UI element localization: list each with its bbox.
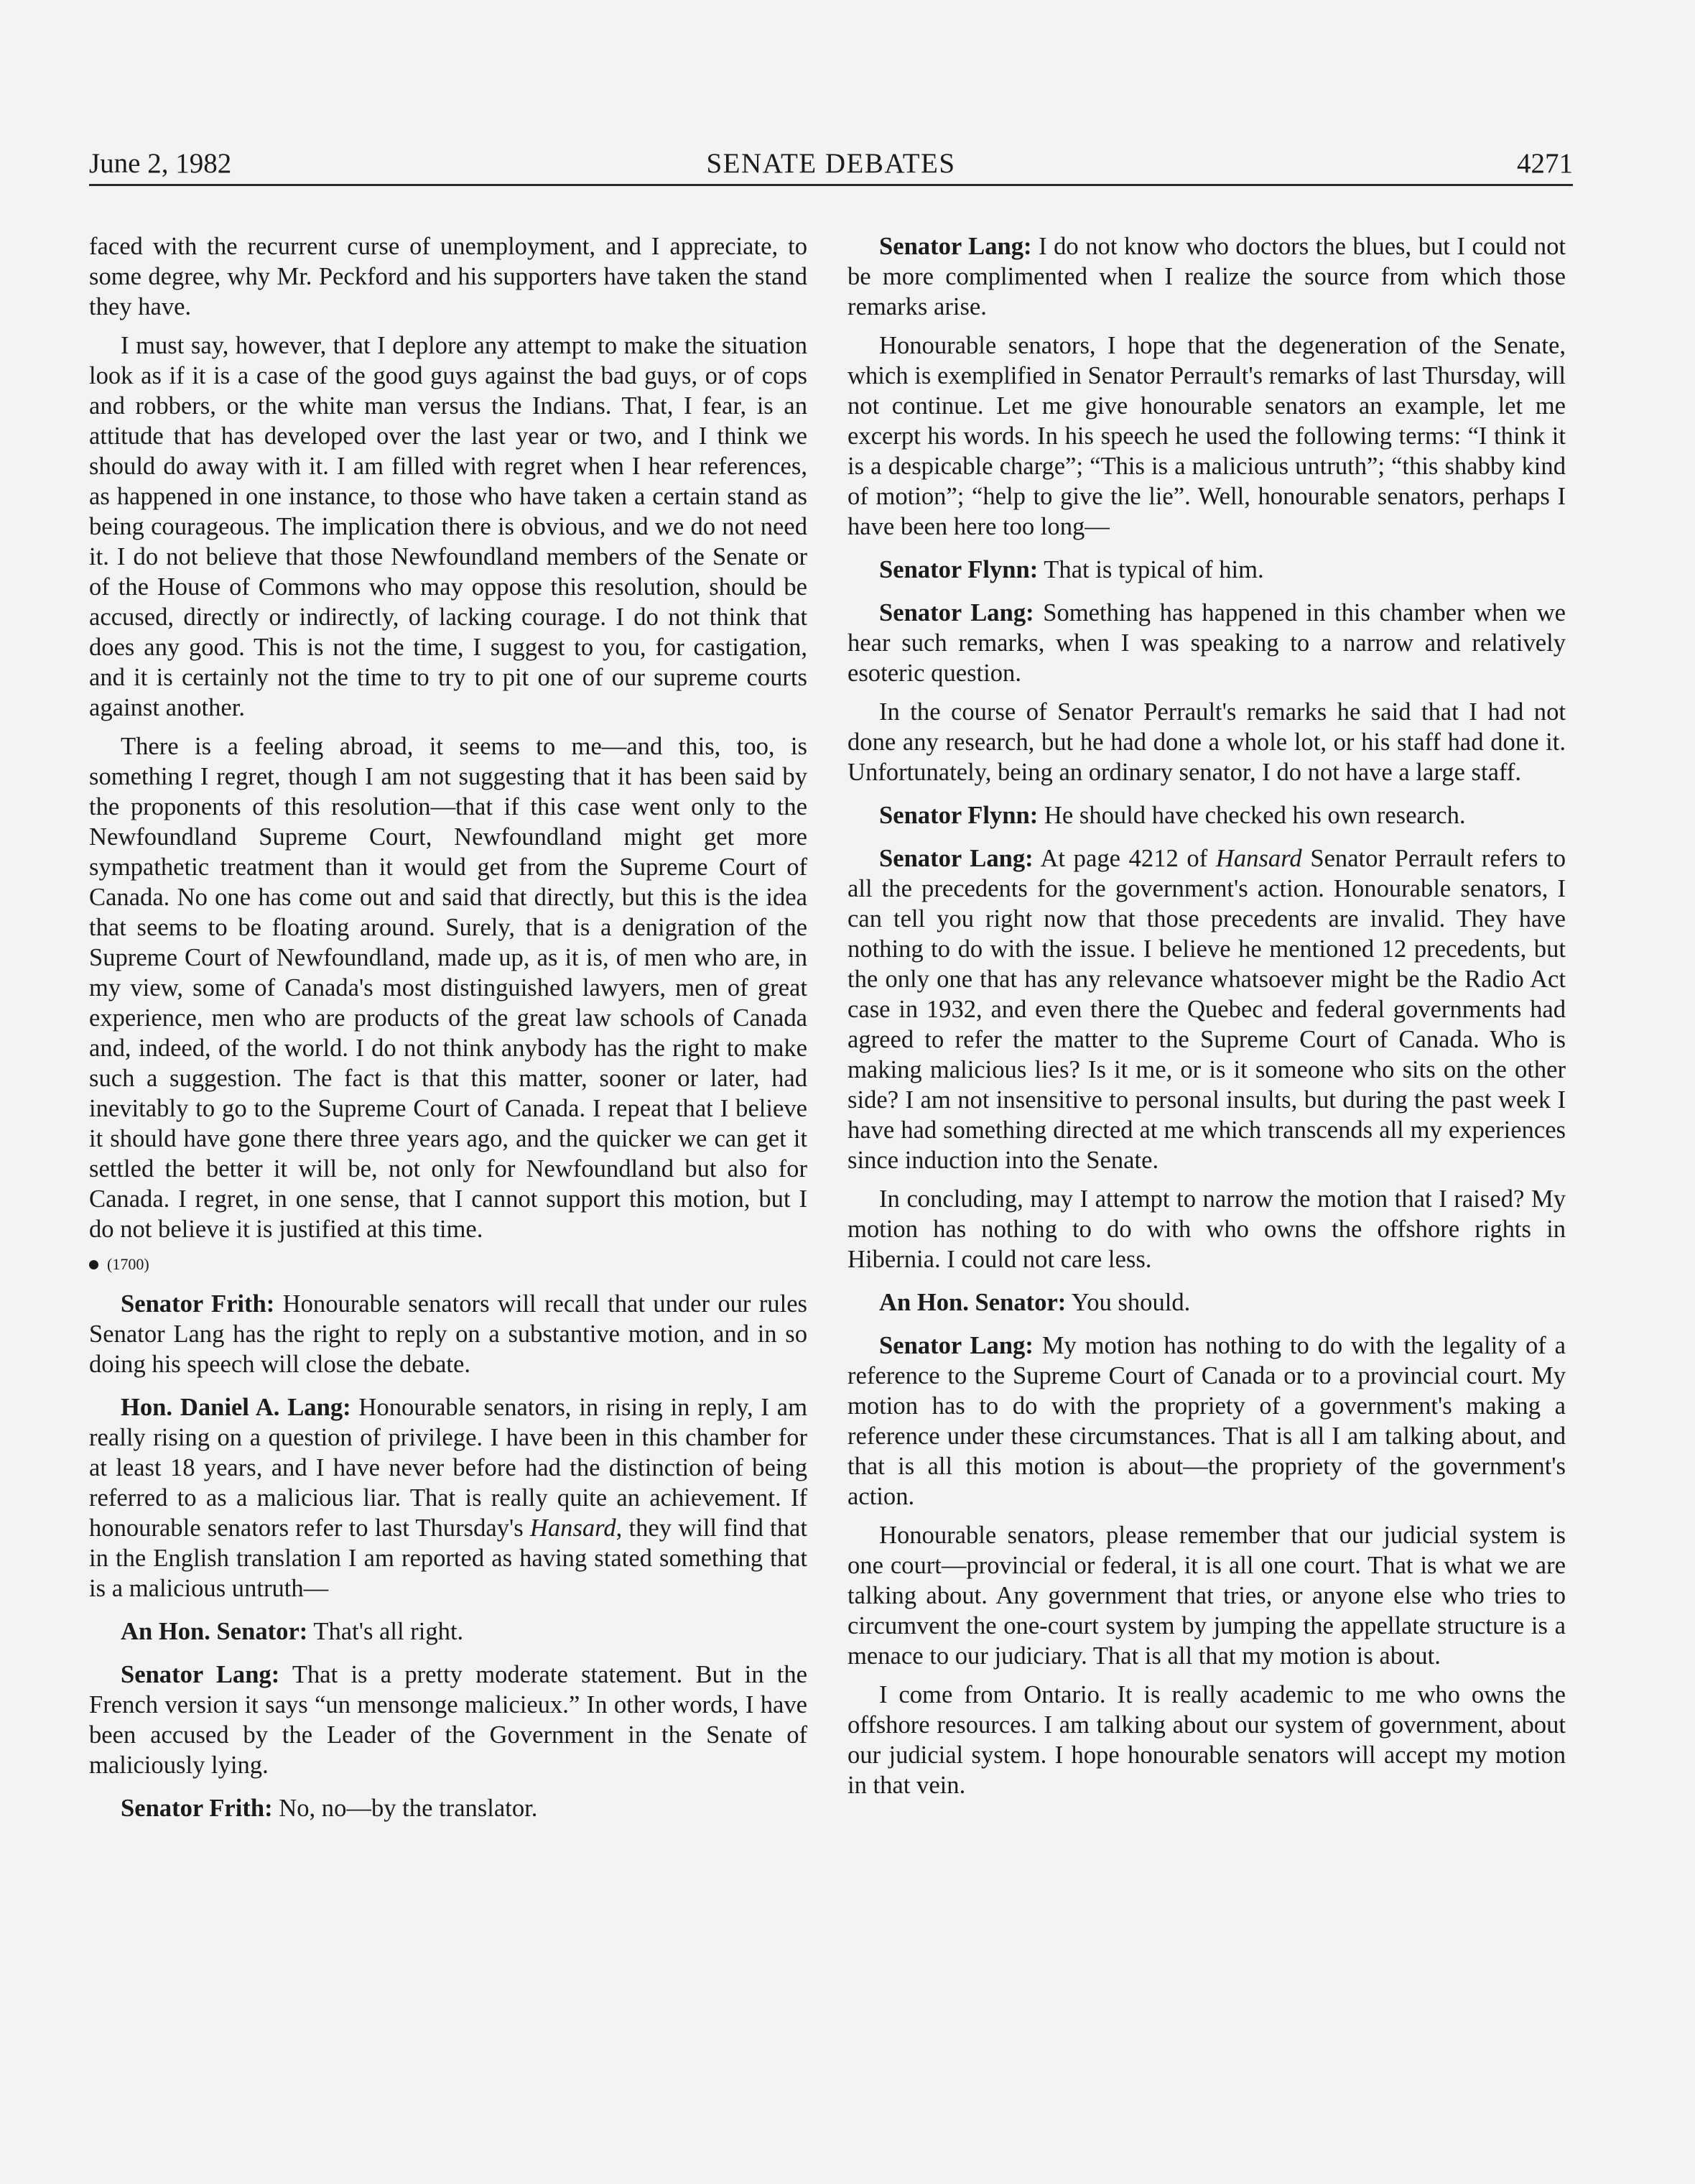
- speech: [848, 555, 1566, 585]
- paragraph: In the course of Senator Perrault's remarks he said that I had not done any research, but he had done a whole lot, or his staff had done it. Unfortunately, being an ordinary senator, I do not have a large staff.: [848, 698, 1566, 786]
- time-marker-label: (1700): [107, 1255, 149, 1273]
- speech: [89, 1660, 807, 1780]
- speech: [848, 800, 1566, 830]
- header-title: SENATE DEBATES: [706, 148, 956, 179]
- speech: [848, 598, 1566, 688]
- speech: [89, 1392, 807, 1604]
- speaker-name: Hon. Daniel A. Lang:: [121, 1394, 351, 1421]
- italic-title: Hansard: [529, 1514, 616, 1542]
- speech-text: At page 4212 of: [1033, 845, 1216, 872]
- paragraph: There is a feeling abroad, it seems to me—and this, too, is something I regret, though I am not suggesting that it has been said by the proponents of this resolution—that if this case went only to the Newfoundland Supreme Court, Newfoundland might get more sympathetic treatment than it would get from the Supreme Court of Canada. No one has come out and said that directly, but this is the idea that seems to be floating around. Surely, that is a denigration of the Supreme Court of Newfoundland, made up, as it is, of men who are, in my view, some of Canada's most distinguished lawyers, men of great experience, men who are products of the great law schools of Canada and, indeed, of the world. I do not think anybody has the right to make such a suggestion. The fact is that this matter, sooner or later, had inevitably to go to the Supreme Court of Canada. I repeat that I believe it should have gone there three years ago, and the quicker we can get it settled the better it will be, not only for Newfoundland but also for Canada. I regret, in one sense, that I cannot support this motion, but I do not believe it is justified at this time.: [89, 733, 807, 1243]
- speech-text: That's all right.: [307, 1618, 464, 1645]
- time-marker: [89, 1253, 807, 1276]
- speaker-name: An Hon. Senator:: [879, 1289, 1067, 1316]
- speaker-name: Senator Flynn:: [879, 556, 1039, 583]
- speech-text: That is a pretty moderate statement. But in the French version it says “un mensonge malicieux.” In other words, I have been accused by the Leader of the Government in the Senate of maliciously lying.: [89, 1661, 808, 1779]
- speaker-name: An Hon. Senator:: [121, 1618, 308, 1645]
- header-date: June 2, 1982: [89, 148, 232, 179]
- bullet-icon: [89, 1260, 98, 1269]
- speech: [89, 1289, 807, 1379]
- speaker-name: Senator Frith:: [121, 1290, 275, 1318]
- speech: [89, 1793, 807, 1823]
- header-page-number: 4271: [1517, 148, 1573, 179]
- paragraph: In concluding, may I attempt to narrow the motion that I raised? My motion has nothing to do with who owns the offshore rights in Hibernia. I could not care less.: [848, 1185, 1566, 1273]
- speech-text: No, no—by the translator.: [272, 1795, 538, 1822]
- speech-text: My motion has nothing to do with the legality of a reference to the Supreme Court of Canada or to a provincial court. My motion has to do with the propriety of a government's making a reference under these circumstances. That is all I am talking about, and that is all this motion is about—the propriety of the government's action.: [848, 1332, 1566, 1510]
- speech-text: I do not know who doctors the blues, but I could not be more complimented when I realize the source from which those remarks arise.: [848, 233, 1566, 320]
- speech: [89, 1616, 807, 1647]
- speech-text: Senator Perrault refers to all the precedents for the government's action. Honourable senators, I can tell you right now that those precedents are invalid. They have nothing to do with the issue. I believe he mentioned 12 precedents, but the only one that has any relevance whatsoever might be the Radio Act case in 1932, and even there the Quebec and federal governments had agreed to refer the matter to the Supreme Court of Canada. Who is making malicious lies? Is it me, or is it someone who sits on the other side? I am not insensitive to personal insults, but during the past week I have had something directed at me which transcends all my experiences since induction into the Senate.: [848, 845, 1566, 1174]
- italic-title: Hansard: [1215, 845, 1302, 872]
- paragraph: Honourable senators, I hope that the degeneration of the Senate, which is exemplified in Senator Perrault's remarks of last Thursday, will not continue. Let me give honourable senators an example, let me excerpt his words. In his speech he used the following terms: “I think it is a despicable charge”; “This is a malicious untruth”; “this shabby kind of motion”; “help to give the lie”. Well, honourable senators, perhaps I have been here too long—: [848, 332, 1566, 540]
- speech: [848, 1331, 1566, 1512]
- speech-text: Something has happened in this chamber when we hear such remarks, when I was speaking to a narrow and relatively esoteric question.: [848, 599, 1566, 687]
- right-column: [848, 231, 1566, 1809]
- paragraph: Honourable senators, please remember that our judicial system is one court—provincial or federal, it is all one court. That is what we are talking about. Any government that tries, or anyone else who tries to circumvent the one-court system by jumping the appellate structure is a menace to our judiciary. That is all that my motion is about.: [848, 1522, 1566, 1670]
- speech: [848, 231, 1566, 322]
- speaker-name: Senator Flynn:: [879, 802, 1039, 829]
- paragraph: faced with the recurrent curse of unemployment, and I appreciate, to some degree, why Mr. Peckford and his supporters have taken the stand they have.: [89, 233, 807, 320]
- speech-text: You should.: [1066, 1289, 1191, 1316]
- speaker-name: Senator Lang:: [879, 1332, 1034, 1359]
- speech-text: Honourable senators, in rising in reply, I am really rising on a question of privilege. I have been in this chamber for at least 18 years, and I have never before had the distinction of being referred to as a malicious liar. That is really quite an achievement. If honourable senators refer to last Thursday's: [89, 1394, 807, 1542]
- speaker-name: Senator Frith:: [121, 1795, 273, 1822]
- speech-text: He should have checked his own research.: [1038, 802, 1466, 829]
- speech-text: That is typical of him.: [1038, 556, 1264, 583]
- speech-text: Honourable senators will recall that under our rules Senator Lang has the right to reply on a substantive motion, and in so doing his speech will close the debate.: [89, 1290, 808, 1378]
- running-header: [89, 144, 1573, 186]
- speaker-name: Senator Lang:: [121, 1661, 280, 1688]
- left-column: [89, 231, 807, 1832]
- speech: [848, 1287, 1566, 1318]
- speech-text: , they will find that in the English translation I am reported as having stated something that is a malicious untruth—: [89, 1514, 807, 1602]
- speaker-name: Senator Lang:: [879, 599, 1034, 626]
- speaker-name: Senator Lang:: [879, 845, 1034, 872]
- paragraph: I come from Ontario. It is really academic to me who owns the offshore resources. I am talking about our system of government, about our judicial system. I hope honourable senators will accept my motion in that vein.: [848, 1681, 1566, 1799]
- speaker-name: Senator Lang:: [879, 233, 1032, 260]
- speech: [848, 843, 1566, 1175]
- paragraph: I must say, however, that I deplore any attempt to make the situation look as if it is a case of the good guys against the bad guys, or of cops and robbers, or the white man versus the Indians. That, I fear, is an attitude that has developed over the last year or two, and I think we should do away with it. I am filled with regret when I hear references, as happened in one instance, to those who have taken a certain stand as being courageous. The implication there is obvious, and we do not need it. I do not believe that those Newfoundland members of the Senate or of the House of Commons who may oppose this resolution, should be accused, directly or indirectly, of lacking courage. I do not think that does any good. This is not the time, I suggest to you, for castigation, and it is certainly not the time to try to pit one of our supreme courts against another.: [89, 332, 807, 721]
